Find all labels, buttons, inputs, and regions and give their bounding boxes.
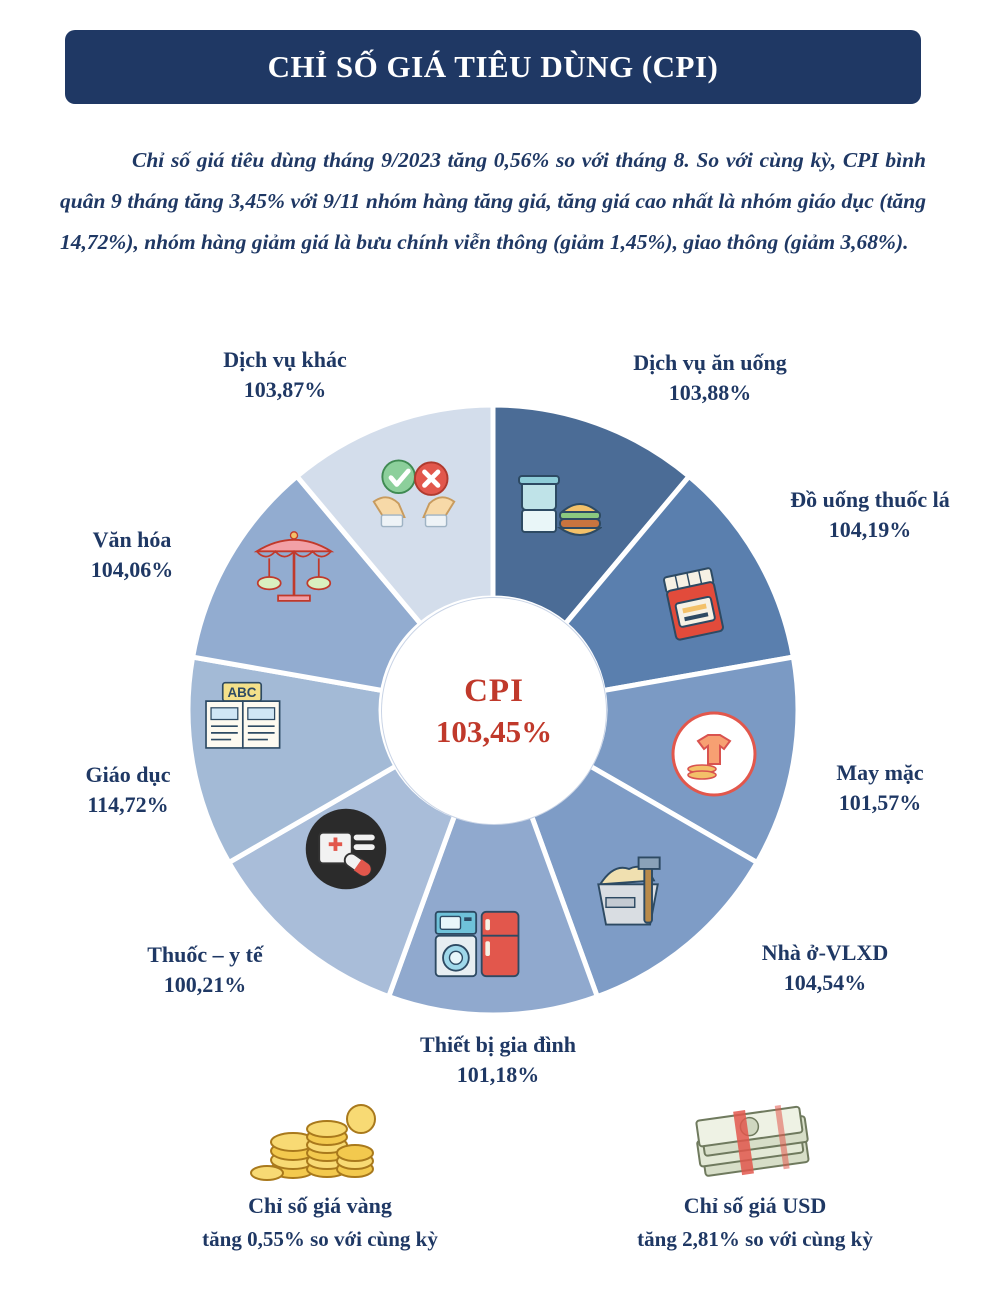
center-title: CPI [464, 672, 524, 709]
label-nha-o-vlxd-value: 104,54% [783, 970, 867, 995]
svg-text:ABC: ABC [227, 684, 257, 700]
cigarette-pack-icon [648, 567, 740, 645]
housing-materials-icon [583, 852, 675, 930]
cpi-donut-chart [183, 400, 803, 1020]
label-dich-vu-khac [145, 345, 425, 405]
usd-banknotes-icon [590, 1085, 920, 1181]
label-nha-o-vlxd [705, 938, 945, 998]
food-drink-icon [513, 472, 605, 550]
footer-gold-sub: tăng 0,55% so với cùng kỳ [202, 1227, 438, 1251]
center-value: 103,45% [435, 713, 553, 749]
label-van-hoa-value: 104,06% [90, 557, 174, 582]
label-thiet-bi-gia-dinh-value: 101,18% [456, 1062, 540, 1087]
header-bar [65, 30, 921, 104]
label-giao-duc-value: 114,72% [87, 792, 169, 817]
other-services-icon [368, 455, 460, 533]
gold-coins-icon [155, 1085, 485, 1181]
footer-gold-title: Chỉ số giá vàng [248, 1193, 392, 1218]
education-book-icon [201, 678, 293, 756]
label-dich-vu-khac-value: 103,87% [243, 377, 327, 402]
medicine-icon [300, 810, 392, 888]
label-van-hoa-name: Văn hóa [92, 527, 172, 552]
home-appliance-icon [432, 905, 524, 983]
label-dich-vu-khac-name: Dịch vụ khác [223, 347, 347, 372]
label-may-mac-name: May mặc [836, 760, 924, 785]
label-thuoc-y-te [90, 940, 320, 1000]
label-van-hoa [32, 525, 232, 585]
page-title: CHỈ SỐ GIÁ TIÊU DÙNG (CPI) [267, 49, 719, 84]
label-may-mac [790, 758, 970, 818]
label-giao-duc [28, 760, 228, 820]
label-dich-vu-an-uong-name: Dịch vụ ăn uống [633, 350, 787, 375]
clothing-icon [668, 715, 760, 793]
footer-usd-title: Chỉ số giá USD [683, 1193, 827, 1218]
footer-usd-sub: tăng 2,81% so với cùng kỳ [637, 1227, 873, 1251]
label-dich-vu-an-uong-value: 103,88% [668, 380, 752, 405]
intro-paragraph: Chỉ số giá tiêu dùng tháng 9/2023 tăng 0,56% so với tháng 8. So với cùng kỳ, CPI bình quân 9 tháng tăng 3,45% với 9/11 nhóm hàng tăng giá, tăng giá cao nhất là nhóm giáo dục (tăng 14,72%), nhóm hàng giảm giá là bưu chính viễn thông (giảm 1,45%), giao thông (giảm 3,68%). [60, 148, 926, 254]
culture-carousel-icon [248, 530, 340, 608]
label-do-uong-thuoc-la-name: Đồ uống thuốc lá [790, 487, 950, 512]
label-may-mac-value: 101,57% [838, 790, 922, 815]
label-thiet-bi-gia-dinh [373, 1030, 623, 1090]
footer-gold-index [155, 1085, 485, 1255]
label-do-uong-thuoc-la [770, 485, 970, 545]
label-thuoc-y-te-name: Thuốc – y tế [147, 942, 263, 967]
label-dich-vu-an-uong [560, 348, 860, 408]
label-thuoc-y-te-value: 100,21% [163, 972, 247, 997]
label-giao-duc-name: Giáo dục [85, 762, 171, 787]
label-do-uong-thuoc-la-value: 104,19% [828, 517, 912, 542]
chart-center-label [381, 597, 607, 825]
footer-usd-index [590, 1085, 920, 1255]
label-thiet-bi-gia-dinh-name: Thiết bị gia đình [420, 1032, 576, 1057]
label-nha-o-vlxd-name: Nhà ở-VLXD [761, 940, 889, 965]
